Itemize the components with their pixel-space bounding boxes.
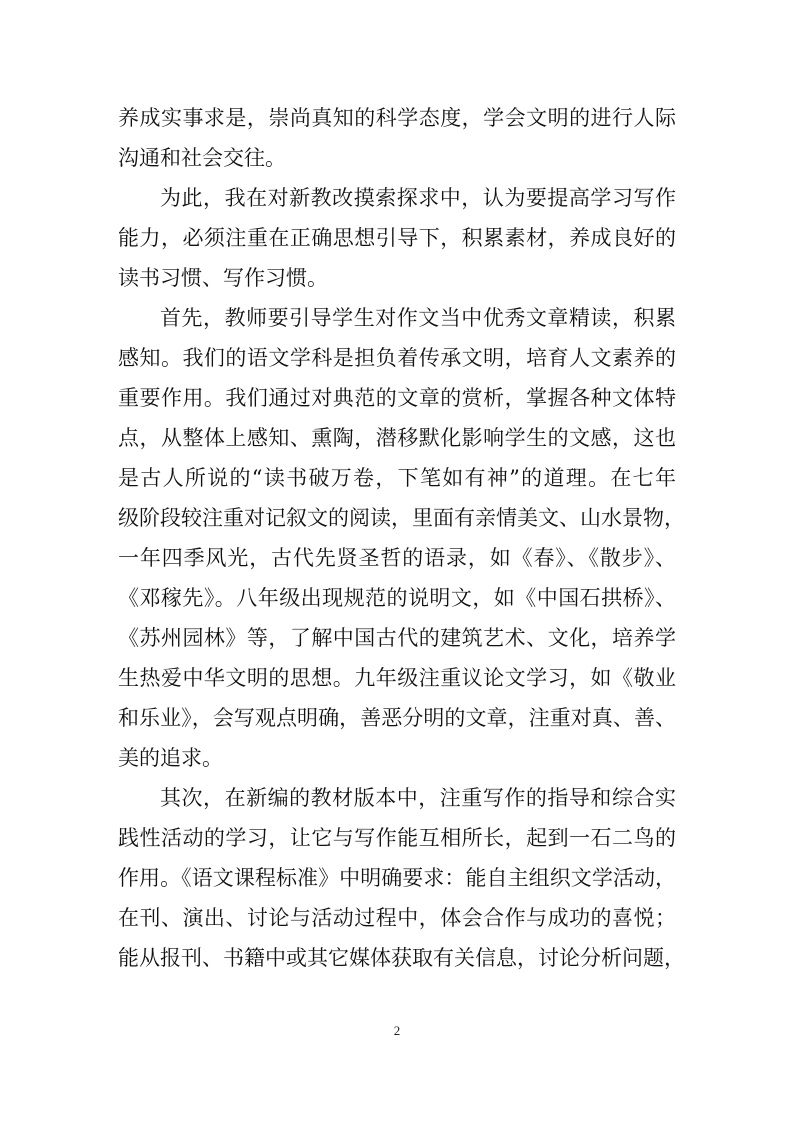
text-line: 是古人所说的“读书破万卷，下笔如有神”的道理。在七年 [118,466,676,490]
text-line: 在刊、演出、讨论与活动过程中，体会合作与成功的喜悦； [118,906,676,930]
text-line: 《苏州园林》等，了解中国古代的建筑艺术、文化，培养学 [118,626,676,650]
page-number: 2 [393,1023,401,1038]
text-line: 养成实事求是，崇尚真知的科学态度，学会文明的进行人际 [118,106,676,130]
text-line: 沟通和社会交往。 [118,146,286,170]
text-line: 重要作用。我们通过对典范的文章的赏析，掌握各种文体特 [118,386,676,410]
text-line: 和乐业》，会写观点明确，善恶分明的文章，注重对真、善、 [118,706,676,730]
text-line: 作用。《语文课程标准》中明确要求：能自主组织文学活动， [118,866,676,890]
text-line: 级阶段较注重对记叙文的阅读，里面有亲情美文、山水景物， [118,506,685,530]
text-line: 能从报刊、书籍中或其它媒体获取有关信息，讨论分析问题， [118,946,685,970]
text-line: 首先，教师要引导学生对作文当中优秀文章精读，积累 [160,306,676,330]
text-line: 《邓稼先》。八年级出现规范的说明文，如《中国石拱桥》、 [118,586,676,610]
text-line: 践性活动的学习，让它与写作能互相所长，起到一石二鸟的 [118,826,676,850]
text-line: 生热爱中华文明的思想。九年级注重议论文学习，如《敬业 [118,666,676,690]
text-line: 点，从整体上感知、熏陶，潜移默化影响学生的文感，这也 [118,426,676,450]
text-line: 美的追求。 [118,746,223,770]
text-line: 感知。我们的语文学科是担负着传承文明，培育人文素养的 [118,346,676,370]
text-line: 其次，在新编的教材版本中，注重写作的指导和综合实 [160,786,676,810]
text-line: 为此，我在对新教改摸索探求中，认为要提高学习写作 [160,186,676,210]
body-text [118,98,685,978]
text-line: 读书习惯、写作习惯。 [118,266,328,290]
text-line: 能力，必须注重在正确思想引导下，积累素材，养成良好的 [118,226,676,250]
text-line: 一年四季风光，古代先贤圣哲的语录，如《春》、《散步》、 [118,546,676,570]
